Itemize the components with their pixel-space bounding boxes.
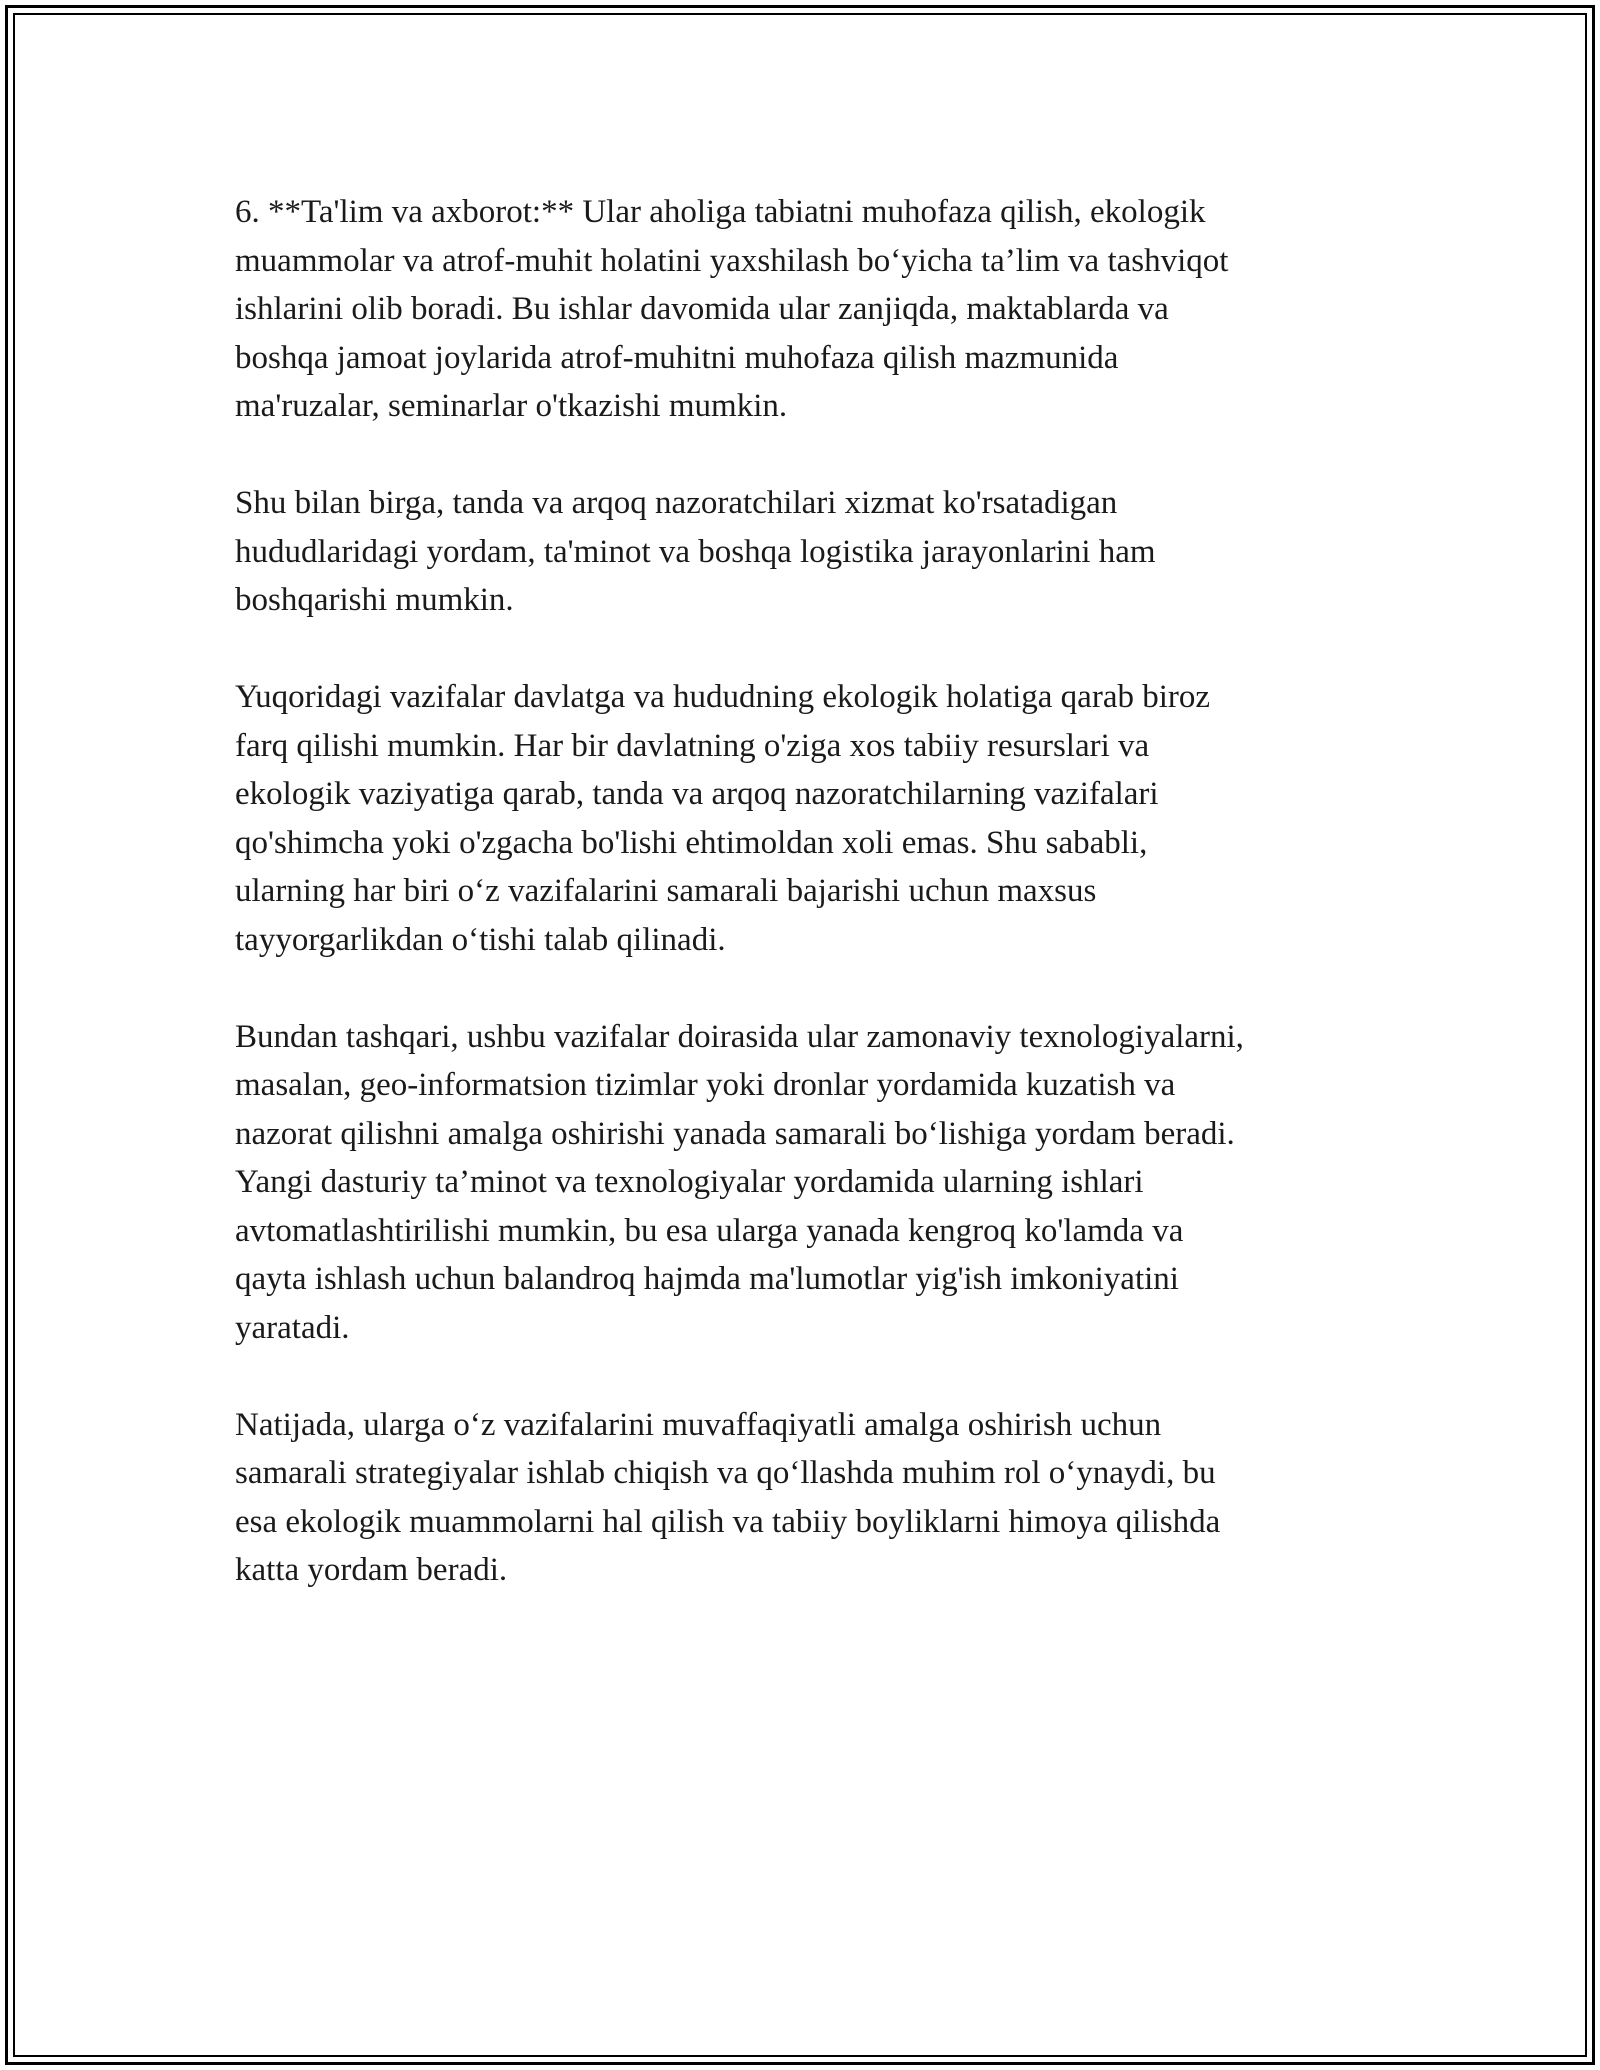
- paragraph-conclusion: Natijada, ularga o‘z vazifalarini muvaffaqiyatli amalga oshirish uchun samarali strategiyalar ishlab chiqish va qo‘llashda muhim rol o‘ynaydi, bu esa ekologik muammolarni hal qilish va tabiiy boyliklarni himoya qilishda katta yordam beradi.: [235, 1406, 1221, 1588]
- paragraph-regional-differences: Yuqoridagi vazifalar davlatga va hududning ekologik holatiga qarab biroz farq qilishi mumkin. Har bir davlatning o'ziga xos tabiiy resurslari va ekologik vaziyatiga qarab, tanda va arqoq nazoratchilarning vazifalari qo'shimcha yoki o'zgacha bo'lishi ehtimoldan xoli emas. Shu sababli, ularning har biri o‘z vazifalarini samarali bajarishi uchun maxsus tayyorgarlikdan o‘tishi talab qilinadi.: [235, 679, 1211, 958]
- paragraph-technology: Bundan tashqari, ushbu vazifalar doirasida ular zamonaviy texnologiyalarni, masalan, geo-informatsion tizimlar yoki dronlar yordamida kuzatish va nazorat qilishni amalga oshirishi yanada samarali bo‘lishiga yordam beradi. Yangi dasturiy ta’minot va texnologiyalar yordamida ularning ishlari avtomatlashtirilishi mumkin, bu esa ularga yanada kengroq ko'lamda va qayta ishlash uchun balandroq hajmda ma'lumotlar yig'ish imkoniyatini yaratadi.: [235, 1018, 1244, 1346]
- paragraph-logistics: Shu bilan birga, tanda va arqoq nazoratchilari xizmat ko'rsatadigan hududlaridagi yordam, ta'minot va boshqa logistika jarayonlarini ham boshqarishi mumkin.: [235, 485, 1156, 618]
- document-body: [235, 188, 1375, 1643]
- paragraph-education: 6. **Ta'lim va axborot:** Ular aholiga tabiatni muhofaza qilish, ekologik muammolar va atrof-muhit holatini yaxshilash bo‘yicha ta’lim va tashviqot ishlarini olib boradi. Bu ishlar davomida ular zanjiqda, maktablarda va boshqa jamoat joylarida atrof-muhitni muhofaza qilish mazmunida ma'ruzalar, seminarlar o'tkazishi mumkin.: [235, 194, 1229, 424]
